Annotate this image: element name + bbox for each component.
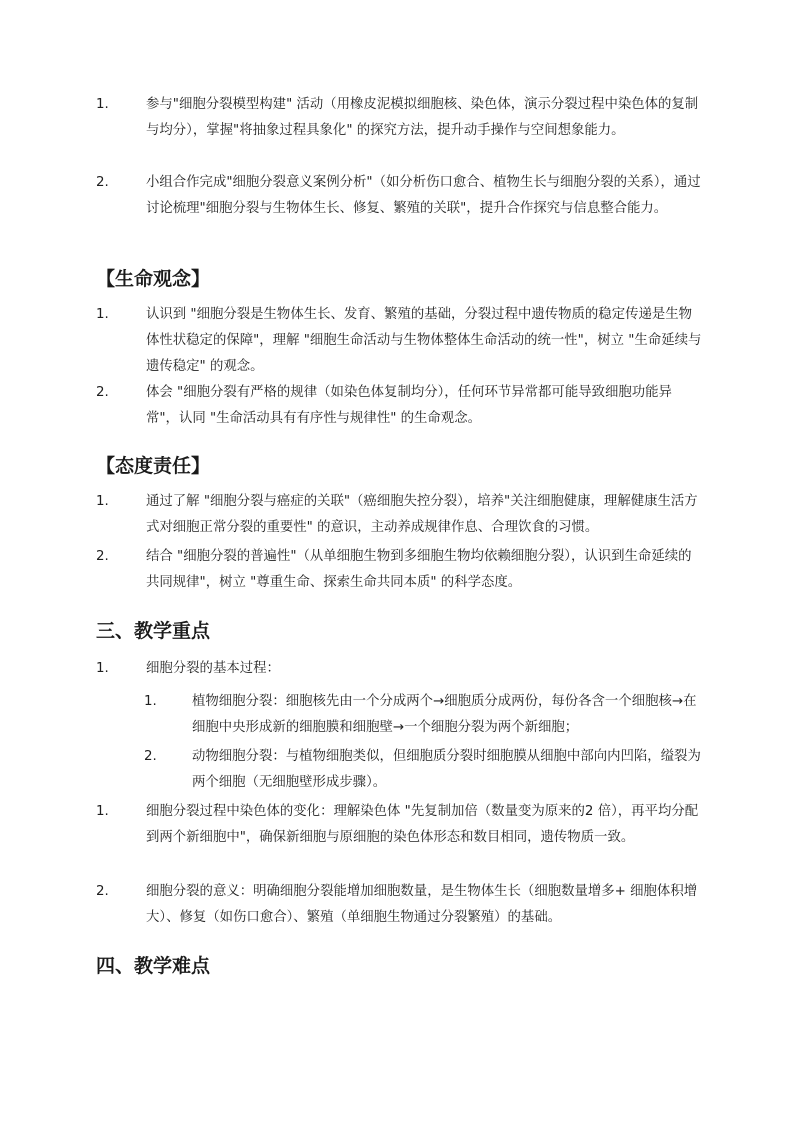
- list-number: 1.: [96, 97, 109, 112]
- section-heading: 三、教学重点: [96, 620, 211, 642]
- list-text: 通过了解 "细胞分裂与癌症的关联"（癌细胞失控分裂），培养"关注细胞健康，理解健康生活方式对细胞正常分裂的重要性" 的意识，主动养成规律作息、合理饮食的习惯。: [146, 494, 698, 535]
- list-text: 小组合作完成"细胞分裂意义案例分析"（如分析伤口愈合、植物生长与细胞分裂的关系），通过讨论梳理"细胞分裂与生物体生长、修复、繁殖的关联"，提升合作探究与信息整合能力。: [146, 175, 701, 216]
- list-number: 1.: [96, 494, 109, 509]
- list-number: 2.: [144, 749, 157, 764]
- list-number: 2.: [96, 549, 109, 564]
- list-text: 参与"细胞分裂模型构建" 活动（用橡皮泥模拟细胞核、染色体，演示分裂过程中染色体的复制与均分），掌握"将抽象过程具象化" 的探究方法，提升动手操作与空间想象能力。: [146, 97, 699, 138]
- list-text: 细胞分裂的意义：明确细胞分裂能增加细胞数量，是生物体生长（细胞数量增多+ 细胞体积增大）、修复（如伤口愈合）、繁殖（单细胞生物通过分裂繁殖）的基础。: [146, 884, 698, 925]
- list-number: 2.: [96, 175, 109, 190]
- list-text: 认识到 "细胞分裂是生物体生长、发育、繁殖的基础，分裂过程中遗传物质的稳定传递是生物体性状稳定的保障"，理解 "细胞生命活动与生物体整体生命活动的统一性"，树立 "生命延续与遗传稳定" 的观念。: [146, 307, 702, 374]
- list-number: 2.: [96, 385, 109, 400]
- list-number: 1.: [144, 694, 157, 709]
- list-text: 细胞分裂过程中染色体的变化：理解染色体 "先复制加倍（数量变为原来的2 倍），再平均分配到两个新细胞中"，确保新细胞与原细胞的染色体形态和数目相同，遗传物质一致。: [146, 804, 699, 845]
- list-text: 体会 "细胞分裂有严格的规律（如染色体复制均分），任何环节异常都可能导致细胞功能异常"，认同 "生命活动具有有序性与规律性" 的生命观念。: [146, 385, 672, 426]
- section-heading: 【生命观念】: [96, 268, 211, 290]
- list-number: 1.: [96, 307, 109, 322]
- list-number: 1.: [96, 804, 109, 819]
- list-number: 2.: [96, 884, 109, 899]
- list-text: 细胞分裂的基本过程：: [146, 661, 280, 676]
- list-text: 植物细胞分裂：细胞核先由一个分成两个→细胞质分成两份，每份各含一个细胞核→在细胞中央形成新的细胞膜和细胞壁→一个细胞分裂为两个新细胞；: [192, 694, 697, 735]
- section-heading: 四、教学难点: [96, 955, 211, 977]
- section-heading: 【态度责任】: [96, 455, 211, 477]
- list-number: 1.: [96, 661, 109, 676]
- list-text: 结合 "细胞分裂的普遍性"（从单细胞生物到多细胞生物均依赖细胞分裂），认识到生命延续的共同规律"，树立 "尊重生命、探索生命共同本质" 的科学态度。: [146, 549, 692, 590]
- list-text: 动物细胞分裂：与植物细胞类似，但细胞质分裂时细胞膜从细胞中部向内凹陷，缢裂为两个细胞（无细胞壁形成步骤）。: [192, 749, 701, 790]
